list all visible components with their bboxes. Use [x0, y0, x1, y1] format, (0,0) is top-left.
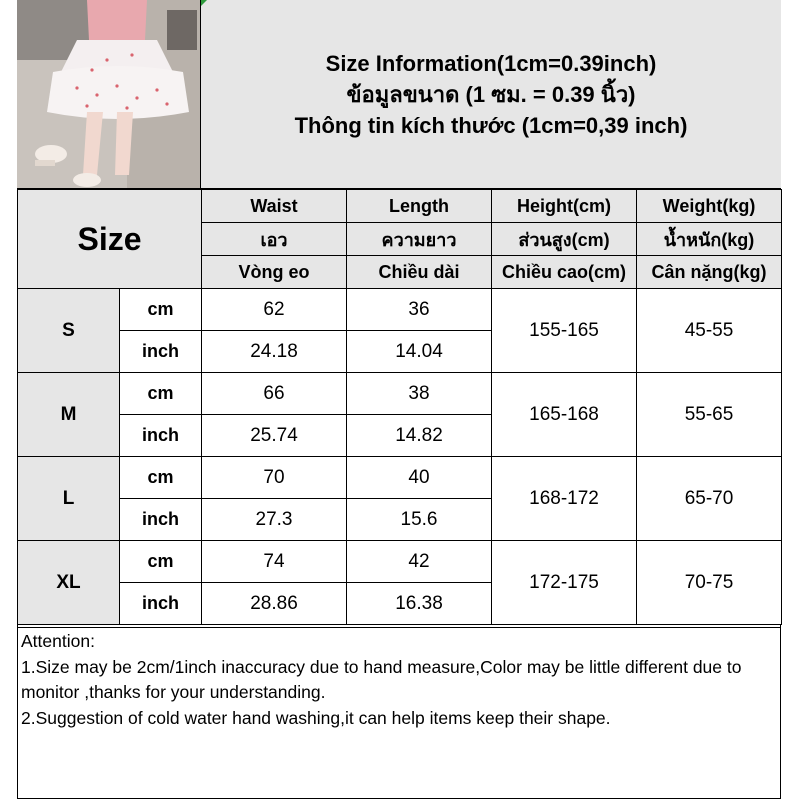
size-label: L	[18, 457, 120, 541]
length-header-thai: ความยาว	[347, 223, 492, 256]
length-header: Length	[347, 190, 492, 223]
unit-cm: cm	[120, 289, 202, 331]
header-line-thai: ข้อมูลขนาด (1 ซม. = 0.39 นิ้ว)	[346, 81, 636, 107]
length-inch-value: 15.6	[347, 499, 492, 541]
table-row	[18, 373, 782, 415]
waist-header-thai: เอว	[202, 223, 347, 256]
attention-notes	[17, 627, 781, 799]
weight-header-thai: น้ำหนัก(kg)	[637, 223, 782, 256]
weight-value: 55-65	[637, 373, 782, 457]
weight-value: 65-70	[637, 457, 782, 541]
waist-inch-value: 27.3	[202, 499, 347, 541]
length-cm-value: 42	[347, 541, 492, 583]
height-value: 172-175	[492, 541, 637, 625]
size-label: S	[18, 289, 120, 373]
waist-cm-value: 70	[202, 457, 347, 499]
unit-inch: inch	[120, 331, 202, 373]
length-header-vietnamese: Chiều dài	[347, 256, 492, 289]
waist-header-vietnamese: Vòng eo	[202, 256, 347, 289]
waist-cm-value: 66	[202, 373, 347, 415]
unit-cm: cm	[120, 373, 202, 415]
waist-inch-value: 25.74	[202, 415, 347, 457]
length-cm-value: 36	[347, 289, 492, 331]
height-value: 155-165	[492, 289, 637, 373]
unit-inch: inch	[120, 415, 202, 457]
height-header-thai: ส่วนสูง(cm)	[492, 223, 637, 256]
waist-inch-value: 28.86	[202, 583, 347, 625]
length-inch-value: 14.04	[347, 331, 492, 373]
header-line-vietnamese: Thông tin kích thước (1cm=0,39 inch)	[294, 112, 688, 138]
length-inch-value: 16.38	[347, 583, 492, 625]
waist-cm-value: 74	[202, 541, 347, 583]
notes-line-2: 2.Suggestion of cold water hand washing,it can help items keep their shape.	[21, 707, 611, 728]
unit-cm: cm	[120, 541, 202, 583]
size-table	[17, 189, 782, 625]
height-value: 168-172	[492, 457, 637, 541]
weight-value: 45-55	[637, 289, 782, 373]
table-row	[18, 541, 782, 583]
skirt-photo-icon	[17, 0, 201, 189]
height-header: Height(cm)	[492, 190, 637, 223]
weight-value: 70-75	[637, 541, 782, 625]
corner-marker	[201, 0, 207, 6]
header-line-english: Size Information(1cm=0.39inch)	[325, 50, 657, 76]
notes-title: Attention:	[21, 631, 95, 651]
table-row	[18, 457, 782, 499]
weight-header: Weight(kg)	[637, 190, 782, 223]
height-value: 165-168	[492, 373, 637, 457]
table-row	[18, 289, 782, 331]
notes-line-1: 1.Size may be 2cm/1inch inaccuracy due to hand measure,Color may be little different due to monitor ,thanks for your understanding.	[21, 656, 747, 702]
size-column-title: Size	[18, 190, 202, 289]
waist-cm-value: 62	[202, 289, 347, 331]
unit-inch: inch	[120, 499, 202, 541]
length-cm-value: 40	[347, 457, 492, 499]
waist-header: Waist	[202, 190, 347, 223]
unit-cm: cm	[120, 457, 202, 499]
waist-inch-value: 24.18	[202, 331, 347, 373]
unit-inch: inch	[120, 583, 202, 625]
length-cm-value: 38	[347, 373, 492, 415]
product-photo	[17, 0, 201, 189]
size-label: XL	[18, 541, 120, 625]
header-row-english	[18, 190, 782, 223]
weight-header-vietnamese: Cân nặng(kg)	[637, 256, 782, 289]
size-information-header	[201, 0, 781, 189]
length-inch-value: 14.82	[347, 415, 492, 457]
height-header-vietnamese: Chiều cao(cm)	[492, 256, 637, 289]
size-label: M	[18, 373, 120, 457]
